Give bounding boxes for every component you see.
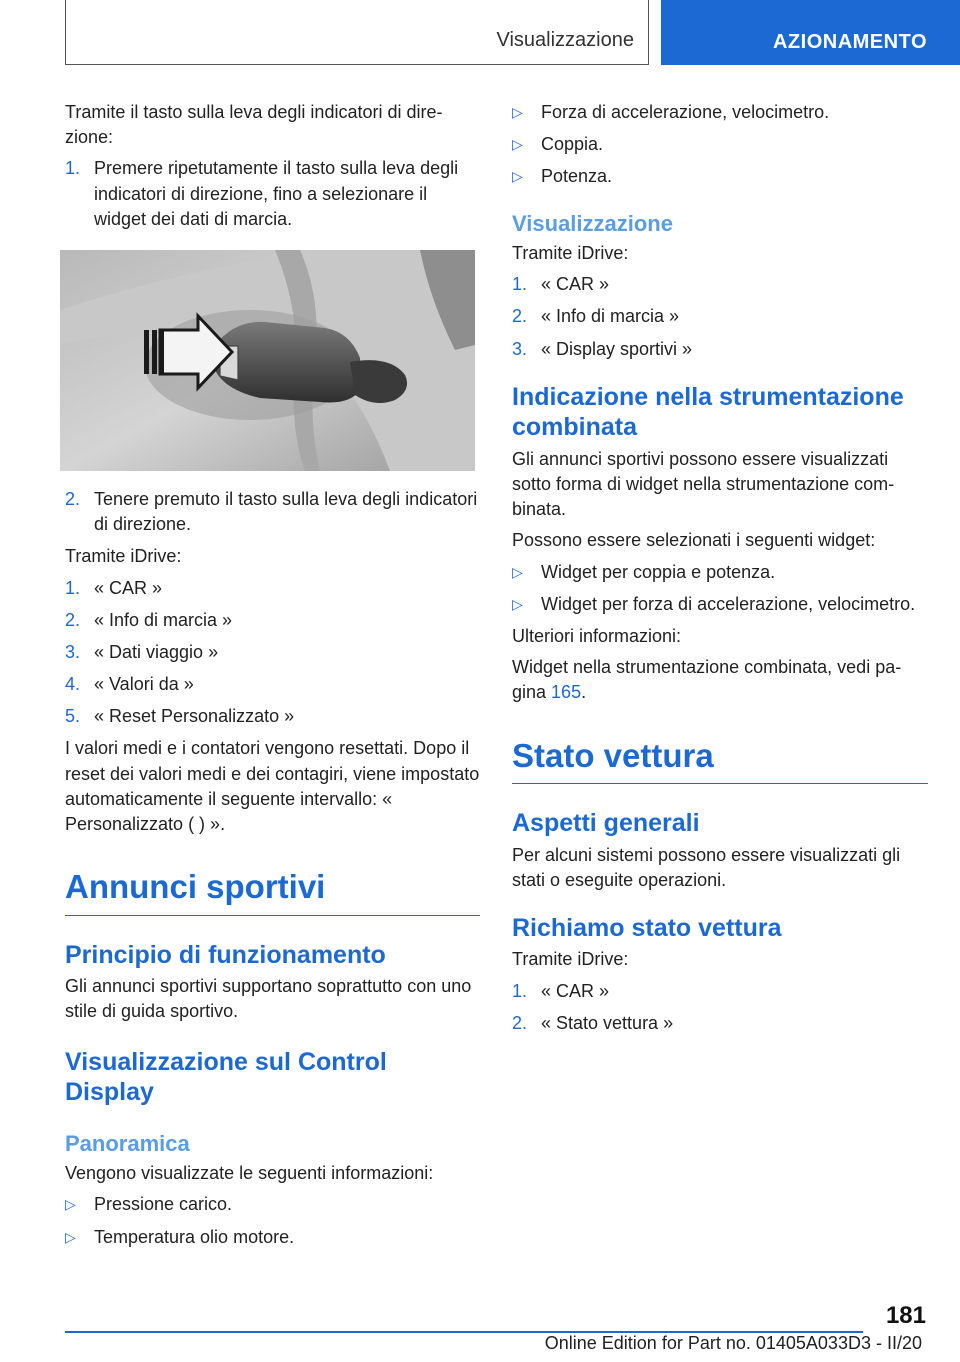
lever-steps-list-cont	[65, 487, 480, 537]
triangle-right-icon: ▷	[512, 104, 523, 120]
step-text: « CAR »	[541, 980, 610, 1001]
page-number: 181	[885, 1302, 926, 1329]
list-item	[512, 164, 928, 189]
triangle-right-icon: ▷	[512, 595, 523, 612]
header-section-title: Visualizzazione	[496, 29, 634, 51]
step-number: 4.	[65, 674, 81, 695]
list-item	[65, 672, 480, 697]
triangle-right-icon: ▷	[512, 168, 523, 185]
heading-instrument-cluster: Indicazione nella strumentazione combinata	[512, 382, 904, 442]
step-text: « Info di marcia »	[541, 306, 680, 327]
step-number: 2.	[65, 609, 81, 630]
panorama-list-cont	[512, 100, 928, 190]
step-number: 1.	[65, 158, 81, 179]
item-text: Coppia.	[541, 134, 604, 155]
more-info-text	[512, 655, 928, 705]
list-item	[65, 156, 480, 232]
reset-text: I valori medi e i contatori vengono resettati. Dopo il reset dei valori medi e dei contagiri, viene impostato automaticamente il seguente intervallo: « Personalizzato ( ) ».	[65, 738, 480, 834]
lever-steps-list	[65, 156, 480, 232]
heading-sport-announcements: Annunci sportivi	[65, 867, 480, 916]
recall-intro: Tramite iDrive:	[512, 949, 629, 970]
idrive-steps-list	[65, 576, 480, 730]
step-number: 5.	[65, 706, 81, 727]
header-chapter-title: AZIONAMENTO	[772, 31, 927, 53]
step-text: « CAR »	[94, 577, 163, 598]
list-item	[65, 487, 480, 537]
step-number: 1.	[65, 577, 81, 598]
item-text: Temperatura olio motore.	[94, 1226, 295, 1247]
list-item	[512, 132, 928, 157]
more-info-period: .	[581, 682, 587, 703]
left-column	[65, 100, 480, 1257]
general-text: Per alcuni sistemi possono essere visualizzati gli stati o eseguite operazioni.	[512, 844, 901, 890]
heading-control-display: Visualizzazione sul Control Display	[65, 1047, 387, 1107]
step-text: « Info di marcia »	[94, 609, 233, 630]
intro-text: Tramite il tasto sulla leva degli indicatori di direzione:	[65, 102, 443, 148]
item-text: Widget per coppia e potenza.	[541, 561, 776, 582]
step-text: « Stato vettura »	[541, 1012, 674, 1033]
triangle-right-icon: ▷	[65, 1228, 76, 1245]
page-link[interactable]: 165	[551, 682, 582, 703]
step-text: « Reset Personalizzato »	[94, 706, 295, 727]
step-text: « CAR »	[541, 274, 610, 295]
list-item	[65, 1192, 480, 1217]
edition-text: Online Edition for Part no. 01405A033D3 - II/20	[544, 1333, 922, 1353]
step-text: Premere ripetutamente il tasto sulla leva degli indicatori di direzione, fino a selezionare il widget dei dati di marcia.	[94, 158, 459, 229]
heading-panorama: Panoramica	[65, 1130, 190, 1156]
heading-general: Aspetti generali	[512, 809, 700, 838]
idrive-intro: Tramite iDrive:	[512, 243, 629, 264]
step-number: 2.	[65, 488, 81, 509]
step-text: « Display sportivi »	[541, 338, 693, 359]
triangle-right-icon: ▷	[512, 563, 523, 580]
step-text: Tenere premuto il tasto sulla leva degli indicatori di direzione.	[94, 488, 478, 535]
step-text: « Valori da »	[94, 674, 194, 695]
step-number: 3.	[512, 338, 528, 359]
step-number: 3.	[65, 641, 81, 662]
heading-recall-status: Richiamo stato vettura	[512, 913, 782, 942]
list-item	[512, 304, 928, 329]
header-section-box	[65, 0, 649, 65]
triangle-right-icon: ▷	[512, 136, 523, 153]
list-item	[512, 100, 928, 125]
list-item	[65, 640, 480, 665]
display-steps-list	[512, 272, 928, 362]
list-item	[512, 1011, 928, 1036]
header-chapter-tab	[661, 0, 960, 65]
heading-vehicle-status: Stato vettura	[512, 736, 928, 785]
list-item	[512, 592, 928, 617]
recall-steps-list	[512, 979, 928, 1036]
list-item	[65, 576, 480, 601]
heading-principle: Principio di funzionamento	[65, 940, 386, 969]
list-item	[512, 337, 928, 362]
step-number: 2.	[512, 1012, 528, 1033]
list-item	[65, 608, 480, 633]
item-text: Potenza.	[541, 166, 613, 187]
step-number: 1.	[512, 274, 528, 295]
panorama-intro: Vengono visualizzate le seguenti informazioni:	[65, 1163, 434, 1184]
idrive-intro: Tramite iDrive:	[65, 546, 182, 567]
item-text: Widget per forza di accelerazione, velocimetro.	[541, 593, 916, 614]
more-info-body: Widget nella strumentazione combinata, vedi pagina	[512, 657, 902, 703]
panorama-list	[65, 1192, 480, 1249]
triangle-right-icon: ▷	[65, 1196, 76, 1213]
step-number: 1.	[512, 980, 528, 1001]
right-column	[512, 100, 928, 1043]
turn-signal-lever-photo	[60, 250, 475, 471]
cluster-text: Gli annunci sportivi possono essere visualizzati sotto forma di widget nella strumentazione combinata.	[512, 448, 895, 520]
item-text: Forza di accelerazione, velocimetro.	[541, 102, 830, 122]
list-item	[512, 560, 928, 585]
widgets-intro: Possono essere selezionati i seguenti widget:	[512, 530, 876, 551]
more-info-label: Ulteriori informazioni:	[512, 625, 682, 646]
list-item	[512, 979, 928, 1004]
heading-display: Visualizzazione	[512, 210, 673, 236]
principle-text: Gli annunci sportivi supportano soprattutto con uno stile di guida sportivo.	[65, 976, 472, 1022]
widgets-list	[512, 560, 928, 617]
item-text: Pressione carico.	[94, 1194, 233, 1215]
step-text: « Dati viaggio »	[94, 641, 219, 662]
list-item	[65, 1225, 480, 1250]
list-item	[65, 704, 480, 729]
list-item	[512, 272, 928, 297]
step-number: 2.	[512, 306, 528, 327]
